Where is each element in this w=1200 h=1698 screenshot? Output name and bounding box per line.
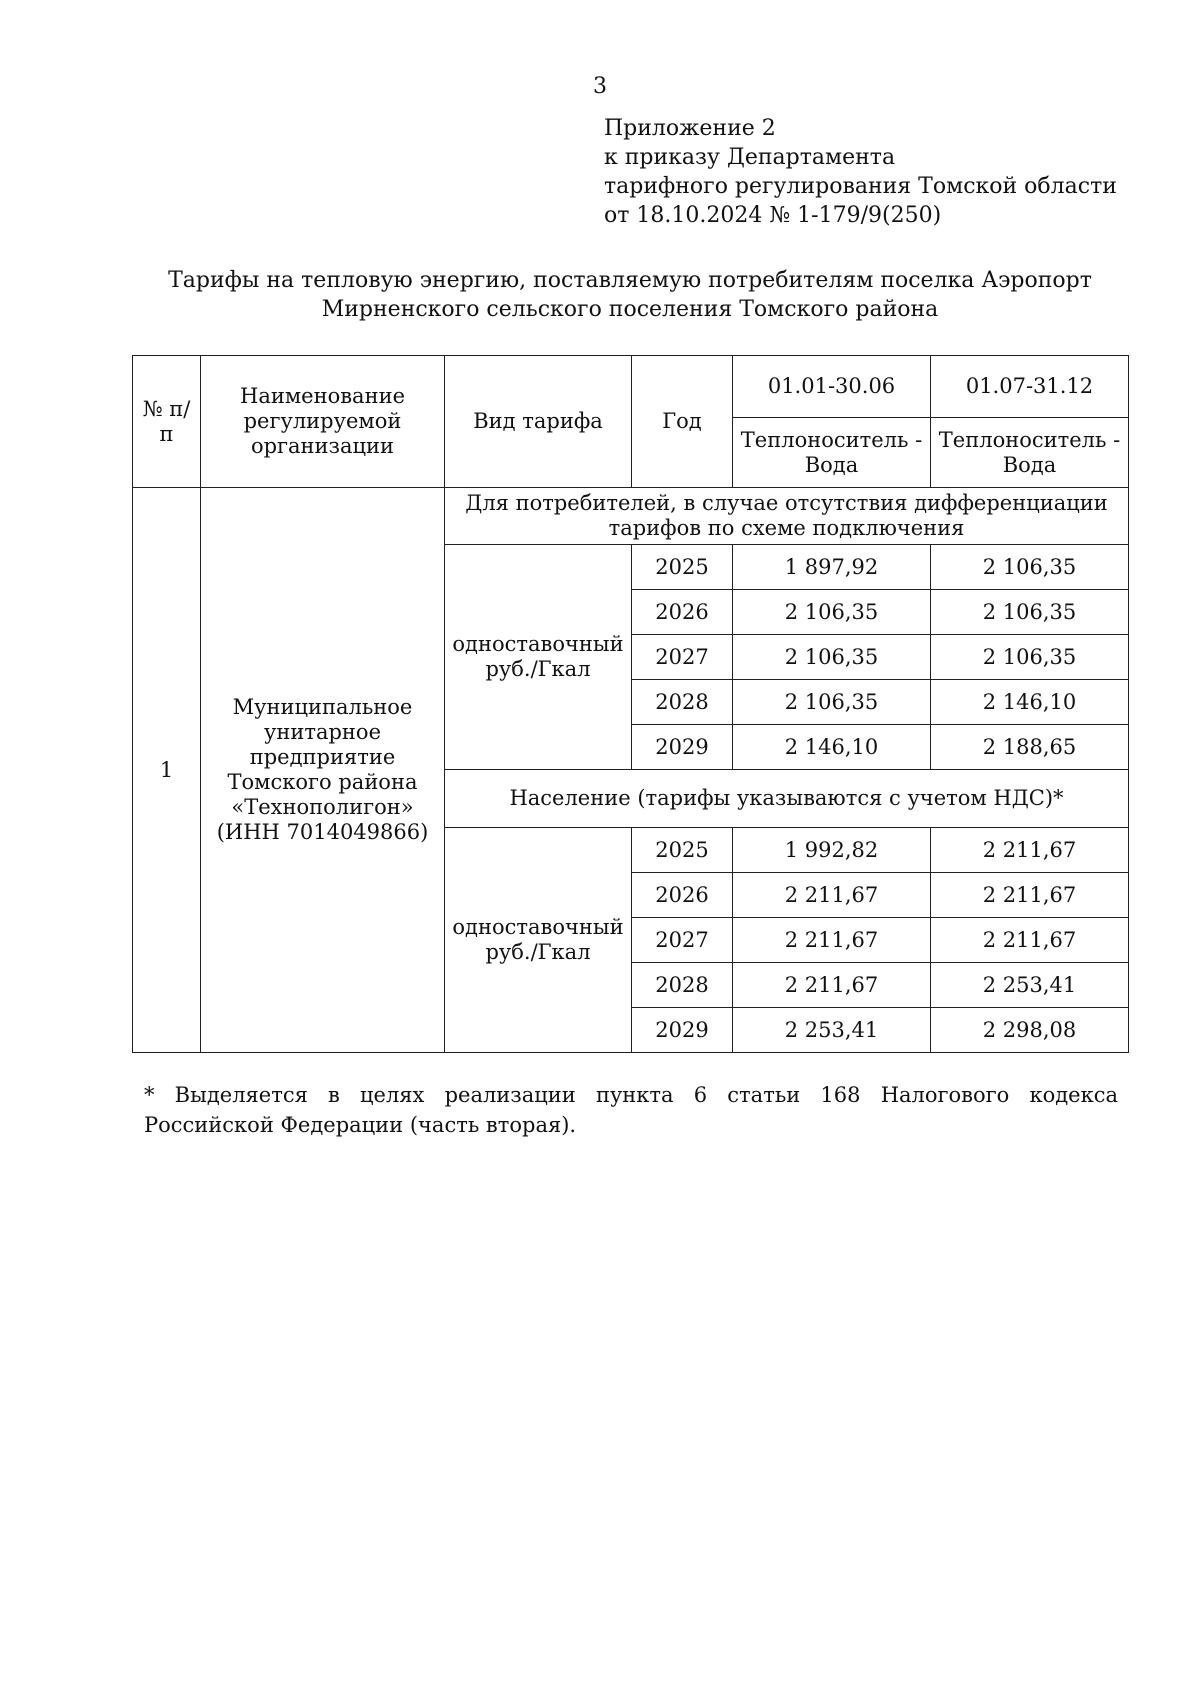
year-cell: 2026 [632, 590, 733, 635]
row-number: 1 [133, 488, 201, 1053]
value-cell: 2 188,65 [931, 725, 1129, 770]
value-cell: 2 106,35 [733, 635, 931, 680]
value-cell: 2 211,67 [931, 873, 1129, 918]
title-line: Тарифы на тепловую энергию, поставляемую потребителям поселка Аэропорт [168, 268, 1092, 293]
section-row [133, 488, 1129, 545]
value-cell: 2 298,08 [931, 1008, 1129, 1053]
year-cell: 2028 [632, 680, 733, 725]
appendix-line: Приложение 2 [604, 116, 776, 141]
section-title: Для потребителей, в случае отсутствия дифференциации тарифов по схеме подключения [445, 488, 1129, 545]
value-cell: 2 211,67 [733, 873, 931, 918]
year-cell: 2025 [632, 545, 733, 590]
table-header-row [133, 356, 1129, 418]
value-cell: 2 106,35 [733, 590, 931, 635]
header-period-2: 01.07-31.12 [931, 356, 1129, 418]
tariff-type-cell: одноставочный руб./Гкал [445, 545, 632, 770]
year-cell: 2028 [632, 963, 733, 1008]
value-cell: 2 106,35 [733, 680, 931, 725]
appendix-block [604, 114, 1117, 230]
value-cell: 2 211,67 [733, 918, 931, 963]
header-year: Год [632, 356, 733, 488]
appendix-line: от 18.10.2024 № 1-179/9(250) [604, 203, 942, 228]
title-line: Мирненского сельского поселения Томского района [321, 297, 939, 322]
tariff-type-cell: одноставочный руб./Гкал [445, 828, 632, 1053]
value-cell: 2 106,35 [931, 635, 1129, 680]
value-cell: 1 992,82 [733, 828, 931, 873]
tariff-table [132, 355, 1129, 1053]
header-period-1: 01.01-30.06 [733, 356, 931, 418]
value-cell: 2 106,35 [931, 545, 1129, 590]
header-carrier-2: Теплоноситель - Вода [931, 418, 1129, 488]
year-cell: 2027 [632, 635, 733, 680]
value-cell: 2 146,10 [931, 680, 1129, 725]
value-cell: 2 146,10 [733, 725, 931, 770]
year-cell: 2029 [632, 1008, 733, 1053]
value-cell: 2 253,41 [733, 1008, 931, 1053]
section-title: Население (тарифы указываются с учетом НДС)* [445, 770, 1129, 828]
value-cell: 2 211,67 [733, 963, 931, 1008]
organization-name: Муниципальное унитарное предприятие Томского района «Технополигон» (ИНН 7014049866) [201, 488, 445, 1053]
header-carrier-1: Теплоноситель - Вода [733, 418, 931, 488]
appendix-line: тарифного регулирования Томской области [604, 174, 1117, 199]
year-cell: 2029 [632, 725, 733, 770]
year-cell: 2027 [632, 918, 733, 963]
value-cell: 2 253,41 [931, 963, 1129, 1008]
page-number: 3 [593, 74, 607, 99]
year-cell: 2026 [632, 873, 733, 918]
value-cell: 2 211,67 [931, 828, 1129, 873]
appendix-line: к приказу Департамента [604, 145, 896, 170]
value-cell: 1 897,92 [733, 545, 931, 590]
document-title [132, 266, 1128, 324]
footnote: * Выделяется в целях реализации пункта 6 статьи 168 Налогового кодекса Российской Федерации (часть вторая). [144, 1083, 1118, 1137]
header-number: № п/п [133, 356, 201, 488]
header-organization: Наименование регулируемой организации [201, 356, 445, 488]
year-cell: 2025 [632, 828, 733, 873]
value-cell: 2 106,35 [931, 590, 1129, 635]
value-cell: 2 211,67 [931, 918, 1129, 963]
header-tariff-type: Вид тарифа [445, 356, 632, 488]
